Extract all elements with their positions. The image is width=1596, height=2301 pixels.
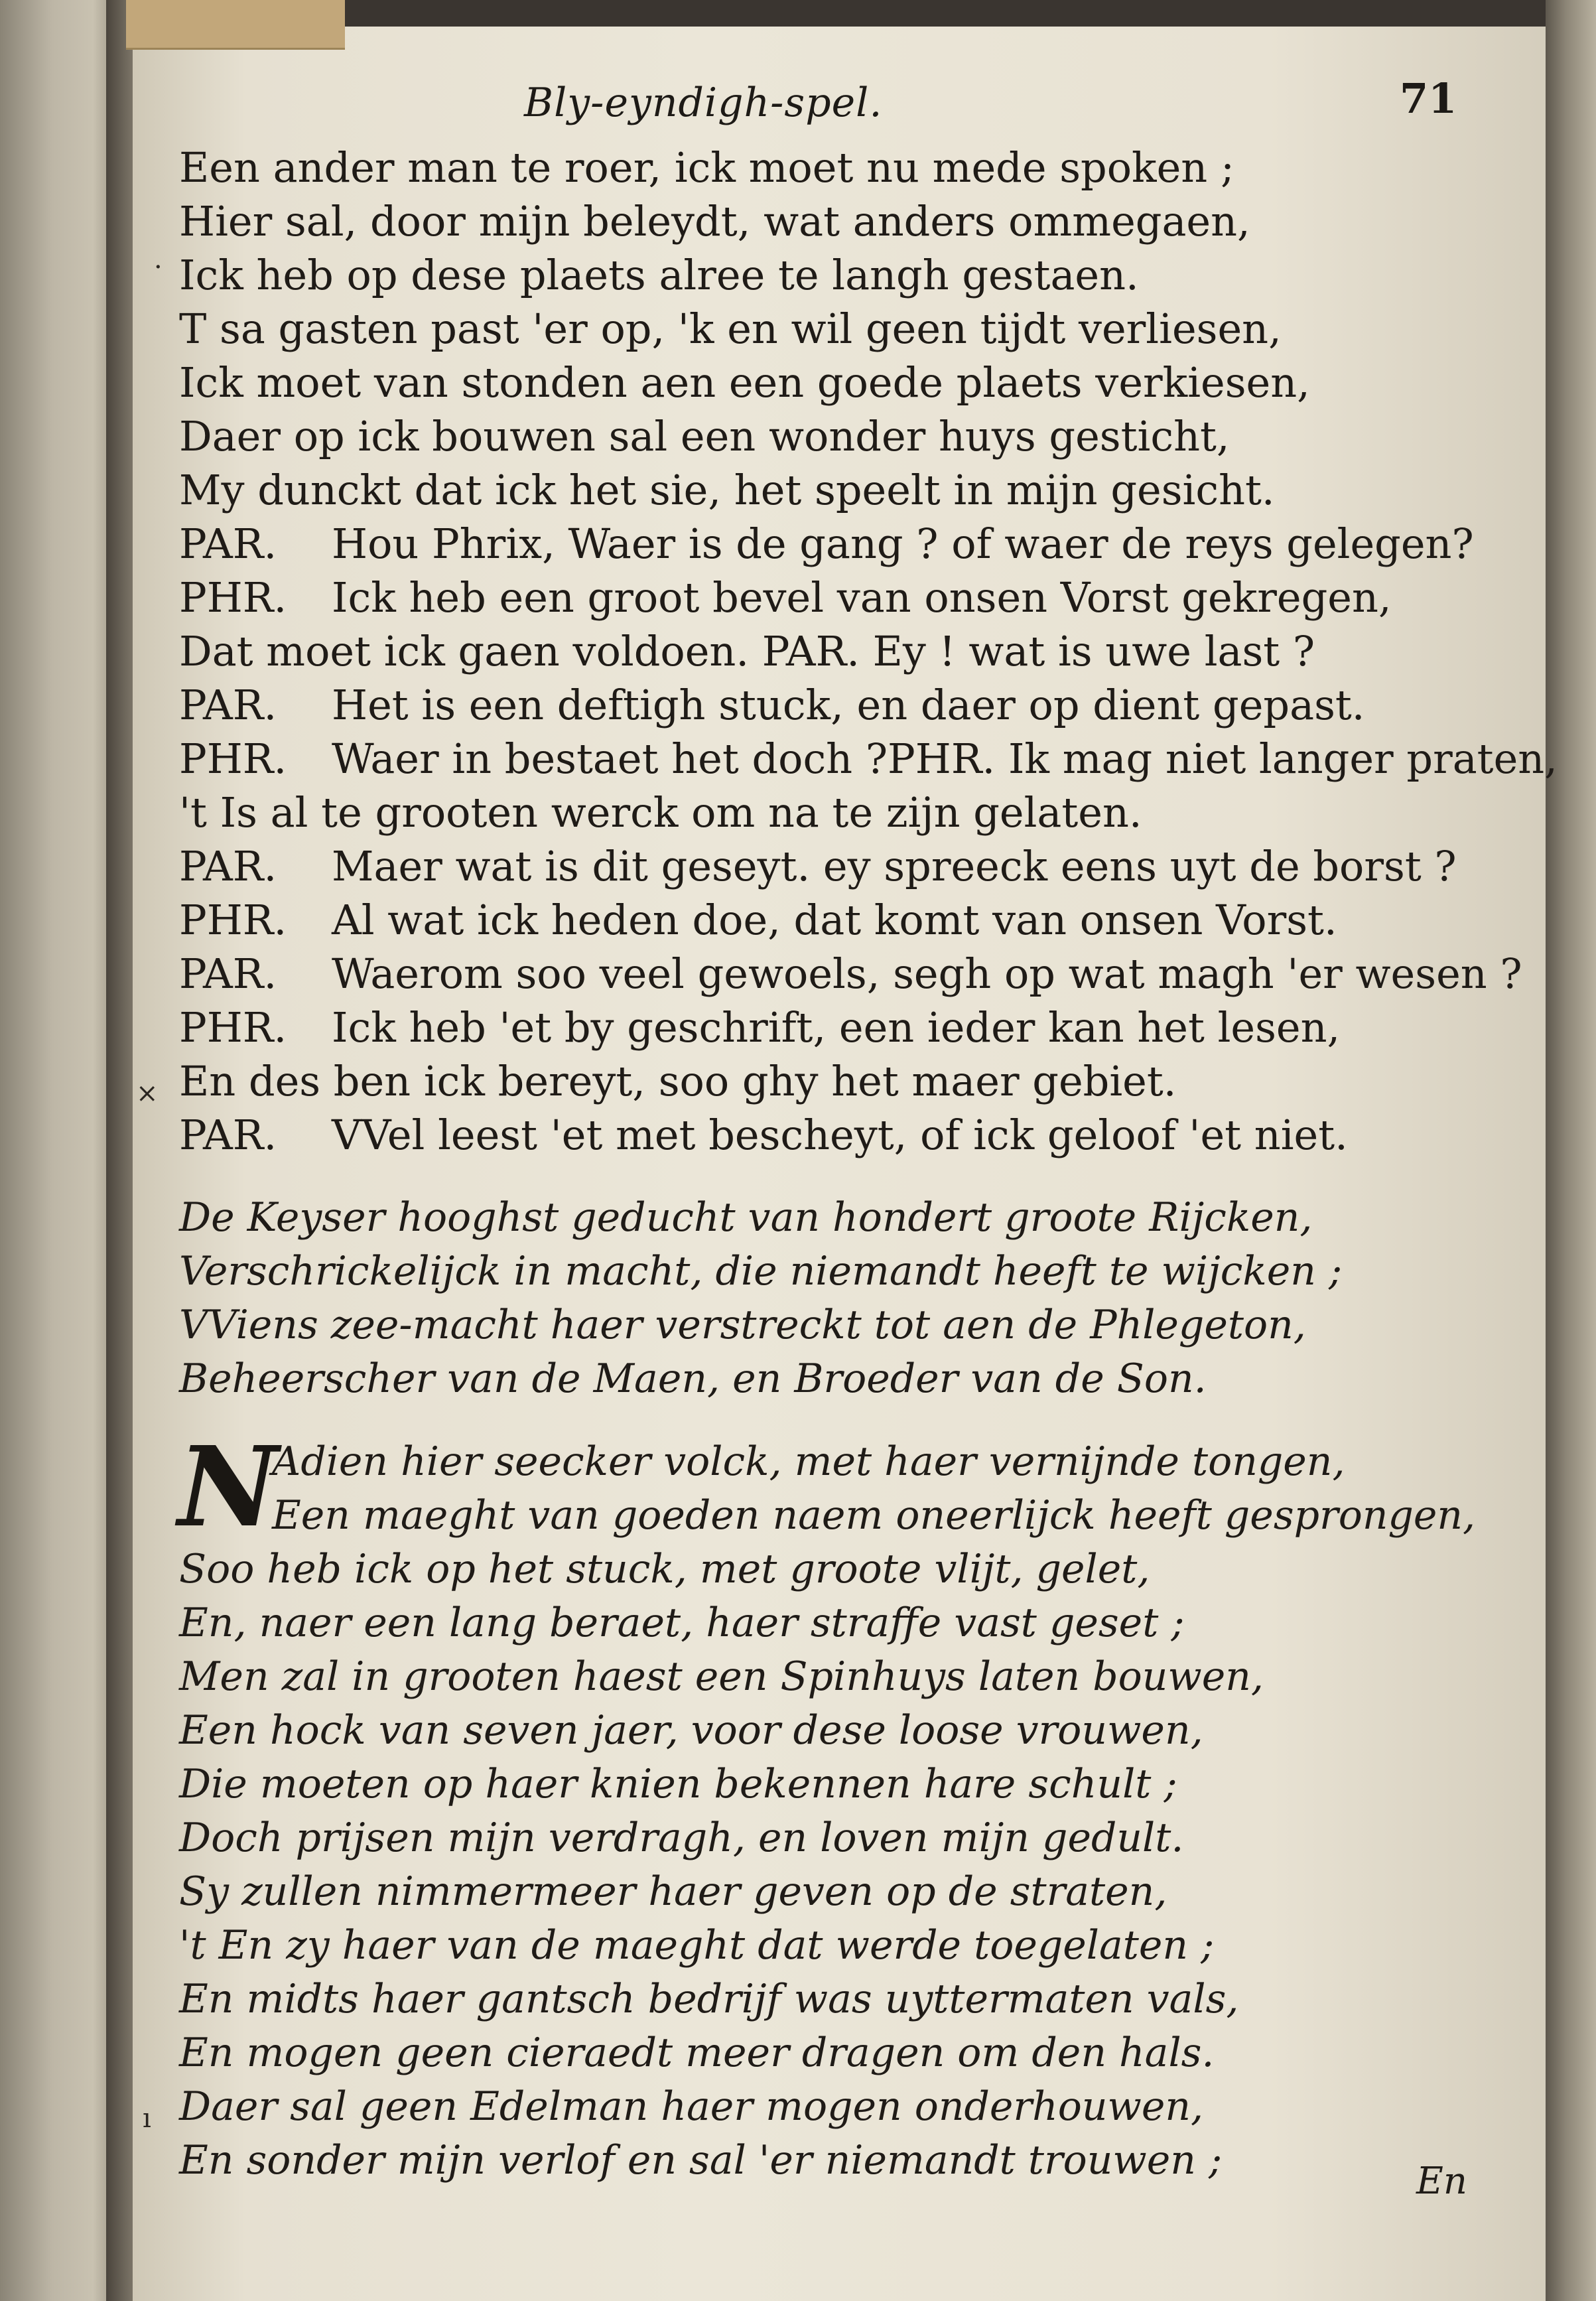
verse-text: My dunckt dat ick het sie, het speelt in mijn gesicht.: [179, 466, 1275, 514]
verse-line: [179, 571, 1546, 624]
verse-text: Al wat ick heden doe, dat komt van onsen Vorst.: [332, 896, 1337, 944]
verse-text: Ick heb 'et by geschrift, een ieder kan het lesen,: [332, 1003, 1341, 1052]
proclamation-second-line: Een maeght van goeden naem oneerlijck heeft gesprongen,: [272, 1492, 1476, 1539]
verse-text: Hier sal, door mijn beleydt, wat anders ommegaen,: [179, 197, 1250, 245]
proclamation-intro-line: Beheerscher van de Maen, en Broeder van de Son.: [179, 1356, 1207, 1402]
verse-line: [179, 463, 1546, 517]
speaker-label: PAR.: [179, 842, 277, 890]
verse-text: En des ben ick bereyt, soo ghy het maer gebiet.: [179, 1057, 1177, 1105]
verse-line: [179, 1108, 1546, 1162]
speaker-label: PAR.: [179, 681, 277, 729]
proclamation-body: [178, 1423, 1546, 2188]
verse-text: Het is een deftigh stuck, en daer op dient gepast.: [332, 681, 1365, 729]
verse-line: [179, 248, 1546, 302]
verse-line: [179, 732, 1558, 786]
page-header: [0, 74, 1596, 139]
verse-text: Dat moet ick gaen voldoen. PAR. Ey ! wat is uwe last ?: [179, 627, 1315, 675]
verse-text: Waerom soo veel gewoels, segh op wat magh 'er wesen ?: [332, 949, 1522, 998]
drop-cap: N: [178, 1423, 279, 1552]
verse-text: VVel leest 'et met bescheyt, of ick geloof 'et niet.: [332, 1111, 1348, 1159]
page-number: 71: [1400, 74, 1457, 123]
speaker-label: PAR.: [179, 520, 277, 568]
proclamation-line-second: [179, 1489, 1546, 1543]
verse-line: [179, 517, 1546, 571]
verse-line: [179, 786, 1546, 839]
proclamation-line: Sy zullen nimmermeer haer geven op de straten,: [179, 1868, 1167, 1915]
verse-text: Een ander man te roer, ick moet nu mede spoken ;: [179, 143, 1234, 192]
speaker-label: PAR.: [179, 949, 277, 998]
section-gap: [179, 1162, 1546, 1191]
verse-text: Ick moet van stonden aen een goede plaets verkiesen,: [179, 358, 1310, 407]
verse-text: Ick heb op dese plaets alree te langh gestaen.: [179, 251, 1139, 299]
verse-text: 't Is al te grooten werck om na te zijn gelaten.: [179, 788, 1142, 837]
proclamation-intro: [179, 1191, 1546, 1406]
proclamation-lines: [179, 1543, 1546, 2188]
verse-line: [179, 1054, 1546, 1108]
proclamation-intro-line: Verschrickelijck in macht, die niemandt heeft te wijcken ;: [179, 1248, 1343, 1294]
verse-line: [179, 678, 1546, 732]
verse-text: Ick heb een groot bevel van onsen Vorst gekregen,: [332, 573, 1392, 622]
verse-line: [179, 893, 1546, 947]
verse-line: [179, 624, 1546, 678]
running-head: Bly-eyndigh-spel.: [524, 80, 883, 126]
proclamation-line: En sonder mijn verlof en sal 'er niemandt trouwen ;: [179, 2137, 1223, 2184]
text-block: [178, 141, 1558, 2188]
paper-tab: [126, 0, 345, 50]
proclamation-intro-line: VViens zee-macht haer verstreckt tot aen de Phlegeton,: [179, 1302, 1306, 1348]
verse-line: [179, 1001, 1546, 1054]
verse-line: [179, 839, 1546, 893]
verse-line: [179, 194, 1546, 248]
proclamation-line: Men zal in grooten haest een Spinhuys laten bouwen,: [179, 1653, 1264, 1700]
verse-line: [179, 141, 1546, 194]
speaker-label: PHR.: [179, 896, 287, 944]
proclamation-line: Daer sal geen Edelman haer mogen onderhouwen,: [179, 2083, 1204, 2130]
verse-text: Hou Phrix, Waer is de gang ? of waer de reys gelegen?: [332, 520, 1474, 568]
verse-line: [179, 947, 1546, 1001]
proclamation-line: 't En zy haer van de maeght dat werde toegelaten ;: [179, 1922, 1215, 1969]
verse-text: Waer in bestaet het doch ?PHR. Ik mag niet langer praten,: [332, 734, 1558, 783]
proclamation-line: En mogen geen cieraedt meer dragen om den hals.: [179, 2030, 1215, 2076]
section-gap: [179, 1406, 1546, 1435]
speaker-label: PHR.: [179, 573, 287, 622]
speaker-label: PHR.: [179, 1003, 287, 1052]
speaker-label: PAR.: [179, 1111, 277, 1159]
margin-mark: ×: [136, 1078, 159, 1109]
facing-page-edge: [0, 0, 116, 2301]
verse-text: Daer op ick bouwen sal een wonder huys gesticht,: [179, 412, 1230, 460]
proclamation-line: En midts haer gantsch bedrijf was uyttermaten vals,: [179, 1976, 1239, 2022]
verse-line: [179, 409, 1546, 463]
verse-line: [179, 302, 1546, 356]
verse-text: T sa gasten past 'er op, 'k en wil geen tijdt verliesen,: [179, 305, 1282, 353]
proclamation-intro-line: De Keyser hooghst geducht van hondert groote Rijcken,: [179, 1194, 1313, 1241]
speaker-label: PHR.: [179, 734, 287, 783]
proclamation-first-line: Adien hier seecker volck, met haer vernijnde tongen,: [272, 1438, 1345, 1485]
proclamation-line: Soo heb ick op het stuck, met groote vlijt, gelet,: [179, 1546, 1150, 1592]
proclamation-line: En, naer een lang beraet, haer straffe vast geset ;: [179, 1600, 1185, 1646]
page-fore-edge: [1546, 0, 1596, 2301]
proclamation-line: Een hock van seven jaer, voor dese loose vrouwen,: [179, 1707, 1203, 1754]
proclamation-line: Doch prijsen mijn verdragh, en loven mijn gedult.: [179, 1815, 1184, 1861]
proclamation-line: Die moeten op haer knien bekennen hare schult ;: [179, 1761, 1177, 1807]
dialogue-verse: [179, 141, 1558, 1162]
verse-text: Maer wat is dit geseyt. ey spreeck eens uyt de borst ?: [332, 842, 1457, 890]
margin-mark: ·: [154, 252, 163, 283]
catchword: En: [1416, 2160, 1467, 2203]
margin-mark: ı: [143, 2103, 151, 2134]
verse-line: [179, 356, 1546, 409]
